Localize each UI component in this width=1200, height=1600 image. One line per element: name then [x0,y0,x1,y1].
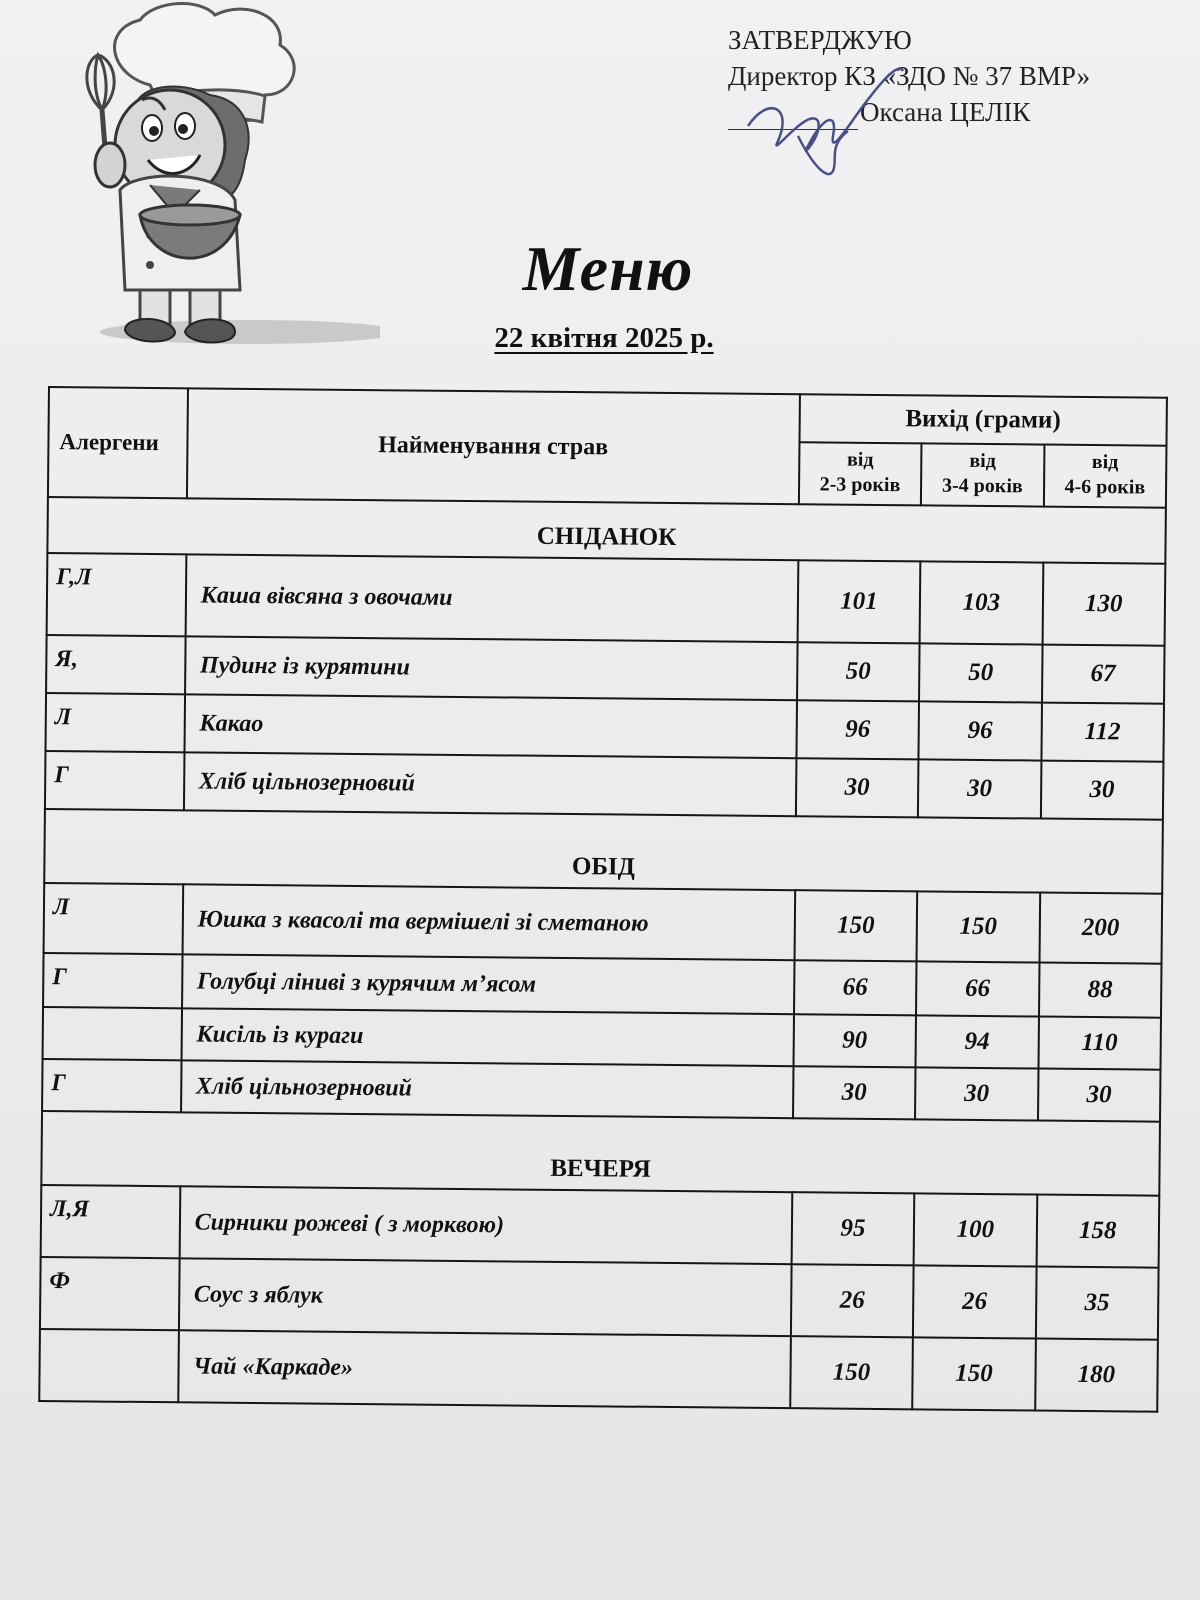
section-row-lunch [44,809,1163,894]
handwritten-signature [738,66,908,186]
portion-cell: 30 [796,758,919,817]
portion-cell: 50 [797,642,920,701]
menu-date [4,322,1200,355]
table-row [39,1329,1158,1412]
portion-cell: 67 [1042,645,1165,704]
allergens-cell: Г [42,1059,181,1112]
portion-cell: 101 [797,560,920,643]
age-from-label: від [1091,451,1119,474]
age-from-label: від [969,449,997,473]
portion-cell: 180 [1035,1339,1158,1412]
dish-name-cell: Хліб цільнозерновий [181,1060,794,1118]
portion-cell: 66 [916,961,1039,1016]
portion-cell: 200 [1039,893,1162,964]
table-row [45,751,1164,820]
allergens-cell: Л,Я [41,1185,180,1258]
allergens-cell [39,1329,178,1402]
table-row [40,1257,1159,1340]
age-range-label: 3-4 років [941,474,1023,498]
approval-position: Директор КЗ «ЗДО № 37 ВМР» [728,61,1091,91]
section-title: СНІДАНОК [47,497,1165,564]
allergens-cell: Г [45,751,184,810]
allergens-header: Алергени [48,387,188,498]
table-row [47,553,1166,646]
portion-cell: 30 [918,759,1041,818]
portion-cell: 50 [919,643,1042,702]
age-range-label: 2-3 років [819,473,901,497]
dish-name-cell: Сирники рожеві ( з морквою) [179,1186,792,1264]
dish-name-cell: Чай «Каркаде» [178,1330,791,1408]
signatory-name: Оксана ЦЕЛІК [860,97,1031,127]
dish-name-cell: Юшка з квасолі та вермішелі зі сметаною [182,884,795,960]
section-row-dinner [41,1111,1160,1196]
age-group-header [799,442,922,505]
allergens-cell: Г [43,953,182,1008]
age-group-header [1043,445,1166,508]
dish-name-cell: Хліб цільнозерновий [184,752,797,816]
portion-cell: 158 [1036,1195,1159,1268]
table-row [44,883,1163,964]
page-title: Меню [522,233,694,304]
portion-cell: 103 [920,561,1043,644]
approval-heading: ЗАТВЕРДЖУЮ [728,25,912,55]
age-from-label: від [846,448,874,471]
portion-cell: 95 [791,1192,914,1265]
menu-date-text: 22 квітня 2025 р. [494,322,714,354]
dish-name-cell: Кисіль із кураги [181,1008,794,1066]
portion-cell: 96 [796,700,919,759]
age-range-label: 4-6 років [1064,475,1146,499]
dish-name-cell: Пудинг із курятини [185,636,798,700]
allergens-cell: Г,Л [47,553,186,636]
dish-name-cell: Каша вівсяна з овочами [185,554,798,642]
portion-cell: 100 [914,1193,1037,1266]
portion-cell: 130 [1042,563,1165,646]
allergens-cell [43,1007,182,1060]
portion-cell: 30 [1038,1069,1161,1122]
portion-cell: 88 [1039,963,1162,1018]
menu-table [38,386,1168,1413]
dish-name-cell: Соус з яблук [179,1258,792,1336]
portion-cell: 150 [912,1337,1035,1410]
portion-cell: 96 [919,701,1042,760]
portion-cell: 150 [794,890,917,961]
portion-cell: 112 [1041,703,1164,762]
portion-cell: 26 [791,1264,914,1337]
table-row [46,635,1165,704]
allergens-cell: Я, [46,635,185,694]
allergens-cell: Л [44,883,183,954]
portion-cell: 66 [794,960,917,1015]
allergens-cell: Л [45,693,184,752]
section-title: ВЕЧЕРЯ [41,1111,1160,1196]
output-header: Вихід (грами) [799,394,1167,446]
table-row [45,693,1164,762]
portion-cell: 30 [793,1066,916,1119]
age-group-header [921,443,1044,506]
portion-cell: 150 [790,1336,913,1409]
dish-name-header: Найменування страв [187,388,800,504]
table-row [41,1185,1160,1268]
section-title: ОБІД [44,809,1163,894]
portion-cell: 35 [1035,1267,1158,1340]
portion-cell: 94 [916,1015,1039,1068]
portion-cell: 30 [1040,761,1163,820]
allergens-cell: Ф [40,1257,179,1330]
header-row [49,387,1167,446]
portion-cell: 110 [1038,1017,1161,1070]
dish-name-cell: Голубці ліниві з курячим м’ясом [182,954,795,1014]
portion-cell: 26 [913,1265,1036,1338]
portion-cell: 150 [917,891,1040,962]
portion-cell: 90 [793,1014,916,1067]
dish-name-cell: Какао [184,694,797,758]
portion-cell: 30 [915,1067,1038,1120]
